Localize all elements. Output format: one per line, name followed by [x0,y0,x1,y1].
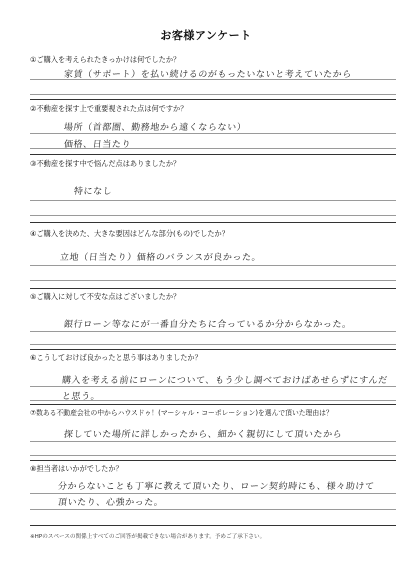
question-1-label: ①ご購入を考えられたきっかけは何でしたか？ [30,55,181,64]
question-8-answer-line-1: 分からないことも丁寧に教えて頂いたり、ローン契約時にも、様々助けて [57,482,375,492]
section-divider [30,404,396,405]
question-6-answer-line-1: 購入を考える前にローンについて、もう少し調べておけばあせらずにすんだ [61,376,389,386]
question-5-label: ⑤ご購入に対して不安な点はございましたか？ [30,292,181,301]
section-divider [30,349,396,350]
answer-rule [30,509,396,510]
question-1-answer-line-1: 家賃（サポート）を払い続けるのがもったいないと考えていたから [63,70,353,80]
answer-rule [30,455,396,456]
question-8-label: ⑧担当者はいかがでしたか？ [30,464,123,473]
answer-rule [30,400,396,401]
question-4-answer-line-1: 立地（日当たり）価格のバランスが良かった。 [59,253,262,263]
question-2-answer-line-2: 価格、日当たり [63,140,132,150]
question-3-answer-line-1: 特になし [73,187,113,197]
question-8-answer-line-2: 頂いたり、心強かった。 [57,498,164,508]
answer-rule [30,79,396,80]
question-4-label: ④ご購入を決めた、大きな要因はどんな部分(もの)でしたか？ [30,229,229,238]
question-6-answer-line-2: と思う。 [61,392,101,402]
section-divider [30,525,396,526]
question-7-answer-line-1: 探していた場所に詳しかったから、細かく親切にして頂いたから [63,430,343,440]
section-divider [30,154,396,155]
answer-rule [30,133,396,134]
answer-rule [30,265,396,266]
section-divider [30,99,396,100]
answer-rule [30,344,396,345]
question-2-answer-line-1: 場所（首都圏、勤務地から遠くならない） [63,123,247,133]
answer-rule [30,94,396,95]
footer-note: ※HPのスペースの関係上すべてのご回答が掲載できない場合があります。予めご了承下さい。 [30,534,266,540]
answer-rule [30,386,396,387]
section-divider [30,222,396,223]
page-title: お客様アンケート [160,29,252,42]
section-divider [30,288,396,289]
answer-rule [30,493,396,494]
question-5-answer-line-1: 銀行ローン等なにが一番自分たちに合っているか分からなかった。 [63,320,353,330]
answer-rule [30,280,396,281]
question-2-label: ②不動産を探す上で重要視された点は何ですか？ [30,104,188,113]
section-divider [30,460,396,461]
answer-rule [30,148,396,149]
question-6-label: ⑥こうしておけば良かったと思う事はありましたか？ [30,353,202,362]
question-7-label: ⑦数ある不動産会社の中からハウスドゥ！(マーシャル・コーポレーション)を選んで頂いた理由は？ [30,409,333,417]
answer-rule [30,200,396,201]
answer-rule [30,441,396,442]
answer-rule [30,331,396,332]
answer-rule [30,215,396,216]
question-3-label: ③不動産を探す中で悩んだ点はありましたか？ [30,159,181,168]
